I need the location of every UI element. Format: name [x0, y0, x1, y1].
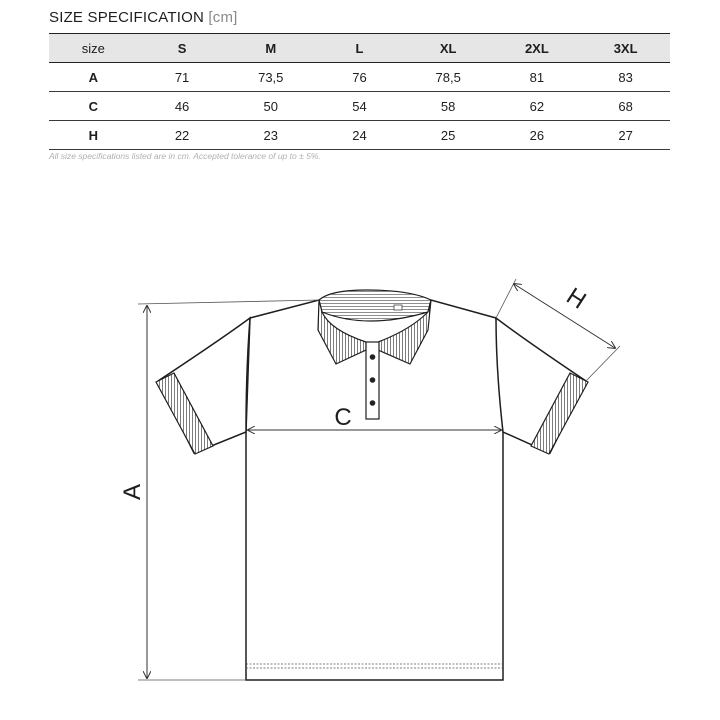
- table-cell: 62: [493, 92, 582, 121]
- button: [370, 354, 376, 360]
- dimension-h-extension: [586, 346, 620, 381]
- dimension-a-label: A: [119, 483, 146, 501]
- row-label-h: H: [49, 121, 138, 150]
- table-cell: 50: [226, 92, 315, 121]
- header-size-s: S: [138, 34, 227, 63]
- dimension-c-label: C: [334, 404, 352, 431]
- dimension-h-extension: [496, 279, 516, 318]
- spec-title: SIZE SPECIFICATION: [49, 9, 205, 26]
- header-size-2xl: 2XL: [493, 34, 582, 63]
- row-label-c: C: [49, 92, 138, 121]
- dimension-a-extension-top: [138, 300, 319, 304]
- header-size-l: L: [315, 34, 404, 63]
- table-cell: 26: [493, 121, 582, 150]
- row-label-a: A: [49, 63, 138, 92]
- table-cell: 27: [581, 121, 670, 150]
- header-size-3xl: 3XL: [581, 34, 670, 63]
- table-cell: 25: [404, 121, 493, 150]
- collar-label: [394, 305, 402, 310]
- table-cell: 23: [226, 121, 315, 150]
- dimension-h-line: [514, 284, 615, 348]
- table-cell: 76: [315, 63, 404, 92]
- table-cell: 58: [404, 92, 493, 121]
- tolerance-note: All size specifications listed are in cm. Accepted tolerance of up to ± 5%.: [49, 151, 321, 161]
- table-cell: 68: [581, 92, 670, 121]
- header-size-m: M: [226, 34, 315, 63]
- table-cell: 81: [493, 63, 582, 92]
- header-size-label: size: [49, 34, 138, 63]
- table-cell: 73,5: [226, 63, 315, 92]
- dimension-h-label: H: [561, 282, 591, 315]
- button: [370, 400, 376, 406]
- table-cell: 24: [315, 121, 404, 150]
- table-cell: 78,5: [404, 63, 493, 92]
- button: [370, 377, 376, 383]
- table-cell: 54: [315, 92, 404, 121]
- table-cell: 71: [138, 63, 227, 92]
- table-cell: 22: [138, 121, 227, 150]
- header-size-xl: XL: [404, 34, 493, 63]
- spec-unit: [cm]: [208, 9, 238, 26]
- table-cell: 83: [581, 63, 670, 92]
- table-cell: 46: [138, 92, 227, 121]
